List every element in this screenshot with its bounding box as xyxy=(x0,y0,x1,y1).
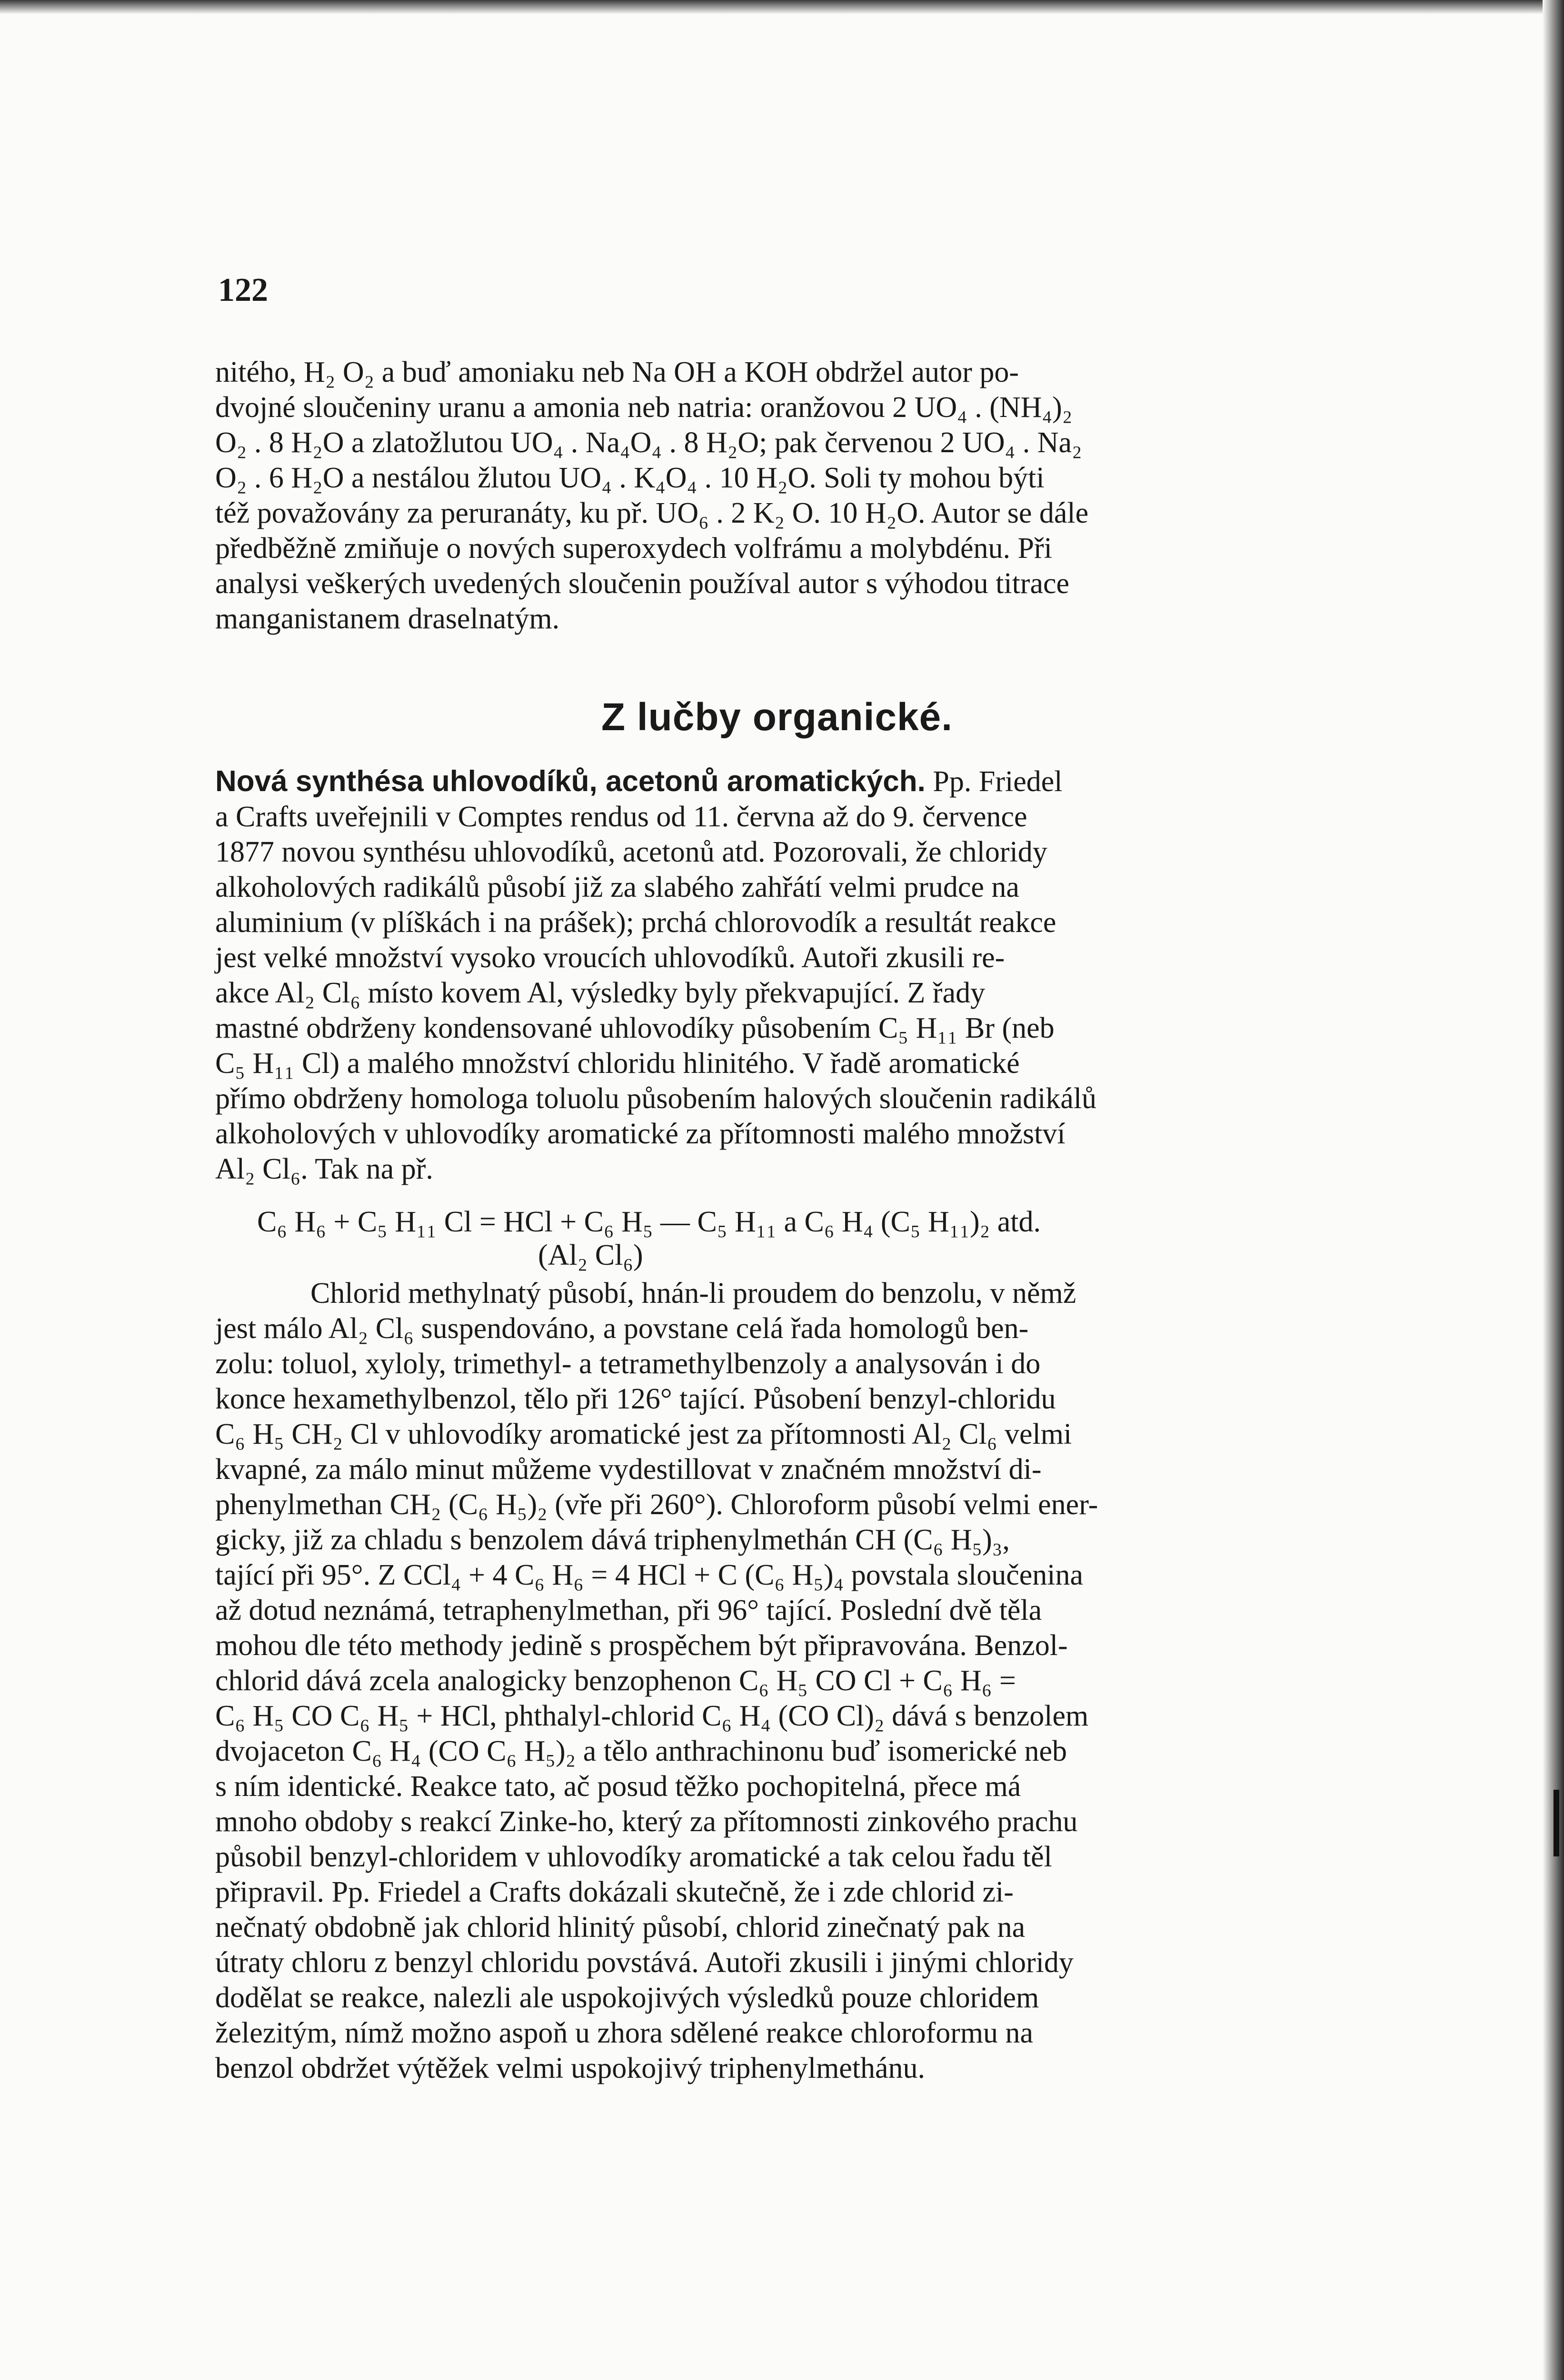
text-line: tající při 95°. Z CCl₄ + 4 C₆ H₆ = 4 HCl + C (C₆ H₅)₄ povstala sloučenina xyxy=(215,1559,1084,1591)
text-line: mnoho obdoby s reakcí Zinke-ho, který za přítomnosti zinkového prachu xyxy=(215,1805,1078,1838)
text-line: též považovány za peruranáty, ku př. UO₆ . 2 K₂ O. 10 H₂O. Autor se dále xyxy=(215,497,1089,529)
text-line: mastné obdrženy kondensované uhlovodíky působením C₅ H₁₁ Br (neb xyxy=(215,1012,1055,1044)
article-paragraph-2 xyxy=(215,1276,1339,2086)
text-line: dodělat se reakce, nalezli ale uspokojivých výsledků pouze chloridem xyxy=(215,1982,1039,2014)
equation-1-catalyst: (Al₂ Cl₆) xyxy=(538,1239,643,1271)
text-line: nitého, H₂ O₂ a buď amoniaku neb Na OH a KOH obdržel autor po- xyxy=(215,356,1019,388)
text-line: působil benzyl-chloridem v uhlovodíky aromatické a tak celou řadu těl xyxy=(215,1841,1052,1873)
text-line: C₅ H₁₁ Cl) a malého množství chloridu hlinitého. V řadě aromatické xyxy=(215,1047,1020,1080)
text-line: chlorid dává zcela analogicky benzophenon C₆ H₅ CO Cl + C₆ H₆ = xyxy=(215,1665,1016,1697)
text-line: alkoholových v uhlovodíky aromatické za přítomnosti malého množství xyxy=(215,1118,1066,1150)
article-paragraph-1 xyxy=(215,799,1339,1187)
text-line: Al₂ Cl₆. Tak na př. xyxy=(215,1153,433,1185)
text-line: mohou dle této methody jedině s prospěchem být připravována. Benzol- xyxy=(215,1629,1068,1662)
scan-edge-mark xyxy=(1554,1790,1559,1856)
text-line: analysi veškerých uvedených sloučenin používal autor s výhodou titrace xyxy=(215,567,1070,600)
scan-shadow-right xyxy=(1543,0,1564,2380)
text-line: jest velké množství vysoko vroucích uhlovodíků. Autoři zkusili re- xyxy=(215,942,1005,974)
text-line: dvojaceton C₆ H₄ (CO C₆ H₅)₂ a tělo anthrachinonu buď isomerické neb xyxy=(215,1735,1067,1767)
text-line: alkoholových radikálů působí již za slabého zahřátí velmi prudce na xyxy=(215,871,1019,903)
text-line: s ním identické. Reakce tato, ač posud těžko pochopitelná, přece má xyxy=(215,1770,1021,1803)
text-line: připravil. Pp. Friedel a Crafts dokázali skutečně, že i zde chlorid zi- xyxy=(215,1876,1014,1908)
article-line: Pp. Friedel xyxy=(933,765,1063,798)
text-line: C₆ H₅ CO C₆ H₅ + HCl, phthalyl-chlorid C₆ H₄ (CO Cl)₂ dává s benzolem xyxy=(215,1700,1089,1732)
top-paragraph xyxy=(215,355,1339,636)
page-number: 122 xyxy=(218,272,268,308)
equation-1: C₆ H₆ + C₅ H₁₁ Cl = HCl + C₆ H₅ — C₅ H₁₁ a C₆ H₄ (C₅ H₁₁)₂ atd. xyxy=(257,1206,1041,1238)
text-line: předběžně zmiňuje o nových superoxydech volfrámu a molybdénu. Při xyxy=(215,532,1052,565)
text-line: jest málo Al₂ Cl₆ suspendováno, a povstane celá řada homologů ben- xyxy=(215,1312,1029,1345)
text-line: až dotud neznámá, tetraphenylmethan, při 96° tající. Poslední dvě těla xyxy=(215,1594,1042,1626)
text-line: O₂ . 8 H₂O a zlatožlutou UO₄ . Na₄O₄ . 8 H₂O; pak červenou 2 UO₄ . Na₂ xyxy=(215,426,1082,459)
text-line: útraty chloru z benzyl chloridu povstává. Autoři zkusili i jinými chloridy xyxy=(215,1946,1074,1979)
text-line: a Crafts uveřejnili v Comptes rendus od 11. června až do 9. července xyxy=(215,801,1027,833)
text-line: O₂ . 6 H₂O a nestálou žlutou UO₄ . K₄O₄ . 10 H₂O. Soli ty mohou býti xyxy=(215,462,1045,494)
text-line: phenylmethan CH₂ (C₆ H₅)₂ (vře při 260°). Chloroform působí velmi ener- xyxy=(215,1488,1098,1521)
scan-shadow-top xyxy=(0,0,1564,14)
text-line: dvojné sloučeniny uranu a amonia neb natria: oranžovou 2 UO₄ . (NH₄)₂ xyxy=(215,391,1073,424)
text-line: benzol obdržet výtěžek velmi uspokojivý triphenylmethánu. xyxy=(215,2052,926,2084)
article-intro xyxy=(215,764,1339,799)
text-line: zolu: toluol, xyloly, trimethyl- a tetramethylbenzoly a analysován i do xyxy=(215,1348,1041,1380)
text-line: železitým, nímž možno aspoň u zhora sdělené reakce chloroformu na xyxy=(215,2017,1034,2049)
text-line: kvapné, za málo minut můžeme vydestillovat v značném množství di- xyxy=(215,1453,1042,1486)
text-line: konce hexamethylbenzol, tělo při 126° tající. Působení benzyl-chloridu xyxy=(215,1383,1056,1415)
text-line: nečnatý obdobně jak chlorid hlinitý působí, chlorid zinečnatý pak na xyxy=(215,1911,1026,1944)
text-line: 1877 novou synthésu uhlovodíků, acetonů atd. Pozorovali, že chloridy xyxy=(215,836,1047,868)
text-line: Chlorid methylnatý působí, hnán-li proudem do benzolu, v němž xyxy=(310,1277,1076,1309)
text-line: aluminium (v plíškách i na prášek); prchá chlorovodík a resultát reakce xyxy=(215,906,1056,939)
text-line: gicky, již za chladu s benzolem dává triphenylmethán CH (C₆ H₅)₃, xyxy=(215,1524,1010,1556)
section-heading: Z lučby organické. xyxy=(601,695,953,739)
article-title: Nová synthésa uhlovodíků, acetonů aromatických. xyxy=(215,765,926,798)
text-line: manganistanem draselnatým. xyxy=(215,603,560,635)
text-line: akce Al₂ Cl₆ místo kovem Al, výsledky byly překvapující. Z řady xyxy=(215,977,986,1009)
text-line: přímo obdrženy homologa toluolu působením halových sloučenin radikálů xyxy=(215,1082,1097,1115)
text-line: C₆ H₅ CH₂ Cl v uhlovodíky aromatické jest za přítomnosti Al₂ Cl₆ velmi xyxy=(215,1418,1072,1450)
